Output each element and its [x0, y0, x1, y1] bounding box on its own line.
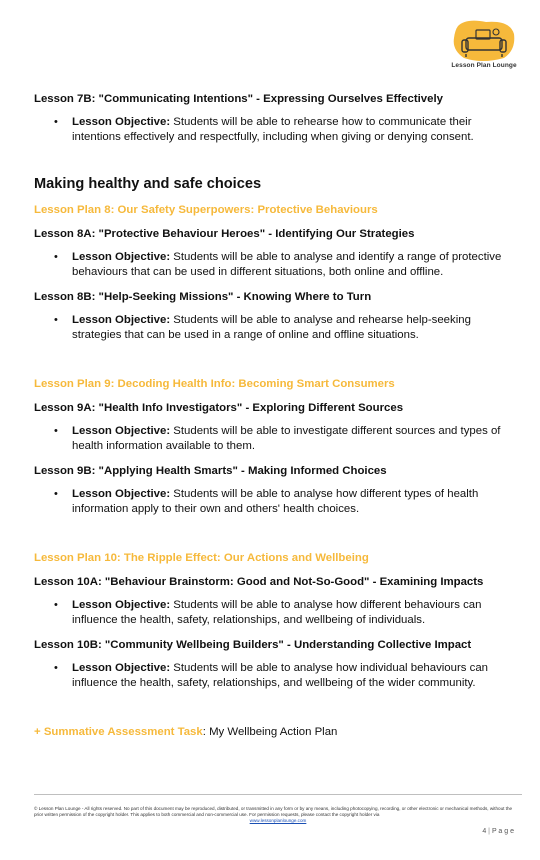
page-number-value: 4 [482, 828, 487, 835]
lesson-8a-title [34, 227, 522, 242]
objective-label: Lesson Objective: [72, 425, 171, 437]
lesson-subtitle-text: - Knowing Where to Turn [233, 291, 372, 303]
lesson-subtitle-text: - Identifying Our Strategies [265, 228, 415, 240]
summative-assessment [34, 725, 522, 740]
objective-label: Lesson Objective: [72, 251, 171, 263]
logo [448, 20, 520, 74]
summative-highlight: + Summative Assessment Task [34, 726, 203, 738]
lesson-title-text: Lesson 9B: "Applying Health Smarts" [34, 465, 238, 477]
lesson-9b-objective [34, 487, 522, 517]
lesson-10b-objective [34, 661, 522, 691]
lesson-title-text: Lesson 9A: "Health Info Investigators" [34, 402, 243, 414]
summative-text: : My Wellbeing Action Plan [202, 726, 338, 738]
objective-label: Lesson Objective: [72, 662, 171, 674]
lesson-subtitle-text: - Examining Impacts [369, 576, 484, 588]
lesson-9a-title [34, 401, 522, 416]
lesson-plan-10-title: Lesson Plan 10: The Ripple Effect: Our Actions and Wellbeing [34, 552, 369, 564]
lesson-8b-title [34, 290, 522, 305]
lesson-title-text: Lesson 8B: "Help-Seeking Missions" [34, 291, 234, 303]
lesson-subtitle-text: - Making Informed Choices [237, 465, 387, 477]
footer-copyright: © Lesson Plan Lounge - All rights reserved. No part of this document may be reproduced, distributed, or transmitted in any form or by any means, including photocopying, recording, or other electronic or mechanical methods, without the prior written permission of the copyright holder. This applies to both commercial and non-commercial use. For permission requests, please contact the copyright holder via [34, 806, 513, 817]
sofa-logo-icon [452, 20, 516, 62]
logo-text: Lesson Plan Lounge [451, 62, 517, 69]
objective-text: Students will be able to analyse how different types of health information apply to their own and others' health choices. [72, 488, 479, 515]
lesson-7b-objective [34, 115, 522, 145]
objective-text: Students will be able to analyse and rehearse help-seeking strategies that can be used in a range of online and offline situations. [72, 314, 471, 341]
lesson-title-text: Lesson 10A: "Behaviour Brainstorm: Good and Not-So-Good" [34, 576, 370, 588]
lesson-7b-title [34, 92, 522, 107]
lesson-10b-title [34, 638, 522, 653]
section-title: Making healthy and safe choices [34, 176, 262, 192]
objective-label: Lesson Objective: [72, 314, 171, 326]
objective-label: Lesson Objective: [72, 488, 171, 500]
lesson-9b-title [34, 464, 522, 479]
footer-divider [34, 794, 522, 795]
page-number [482, 828, 514, 835]
objective-label: Lesson Objective: [72, 599, 171, 611]
lesson-plan-9-title: Lesson Plan 9: Decoding Health Info: Becoming Smart Consumers [34, 378, 395, 390]
objective-label: Lesson Objective: [72, 116, 171, 128]
lesson-10a-objective [34, 598, 522, 628]
lesson-subtitle-text: - Exploring Different Sources [242, 402, 404, 414]
objective-text: Students will be able to analyse how individual behaviours can influence the health, safety, relationships, and wellbeing of the wider community. [72, 662, 488, 689]
objective-text: Students will be able to analyse how different behaviours can influence the health, safety, relationships, and wellbeing of individuals. [72, 599, 482, 626]
lesson-8b-objective [34, 313, 522, 343]
lesson-subtitle-text: - Expressing Ourselves Effectively [253, 93, 443, 105]
page-label: P a g e [491, 828, 514, 835]
lesson-title-text: Lesson 8A: "Protective Behaviour Heroes" [34, 228, 266, 240]
lesson-subtitle-text: - Understanding Collective Impact [283, 639, 472, 651]
objective-text: Students will be able to investigate different sources and types of health information available to them. [72, 425, 501, 452]
lesson-9a-objective [34, 424, 522, 454]
objective-text: Students will be able to analyse and identify a range of protective behaviours that can be used in different situations, both online and offline. [72, 251, 502, 278]
lesson-10a-title [34, 575, 522, 590]
footer-website-link[interactable]: www.lessonplanlounge.com [249, 818, 307, 823]
lesson-title-text: Lesson 7B: "Communicating Intentions" [34, 93, 254, 105]
lesson-8a-objective [34, 250, 522, 280]
document-body [34, 92, 522, 740]
objective-text: Students will be able to rehearse how to communicate their intentions effectively and respectfully, including when giving or denying consent. [72, 116, 474, 143]
lesson-title-text: Lesson 10B: "Community Wellbeing Builders" [34, 639, 284, 651]
page-separator: | [486, 828, 492, 835]
lesson-plan-8-title: Lesson Plan 8: Our Safety Superpowers: Protective Behaviours [34, 204, 378, 216]
